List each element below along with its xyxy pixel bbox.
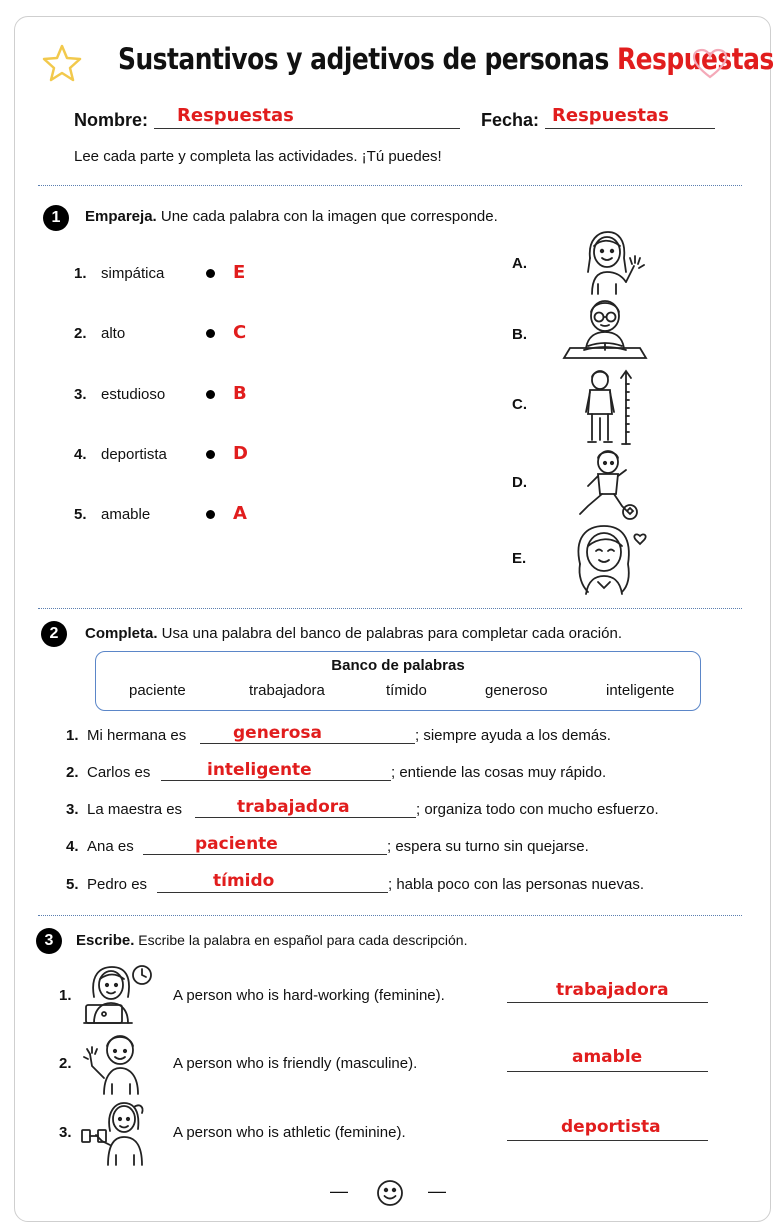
- sentence-answer: inteligente: [207, 760, 312, 780]
- sentence-start: La maestra es: [87, 801, 183, 818]
- title-text: Sustantivos y adjetivos de personas: [118, 42, 609, 76]
- working-girl-icon: [82, 963, 154, 1027]
- sentence-end: ; entiende las cosas muy rápido.: [391, 764, 607, 781]
- item-number: 4.: [74, 446, 87, 463]
- divider: [38, 608, 742, 609]
- sentence-answer: trabajadora: [237, 797, 350, 817]
- item-number: 2.: [74, 325, 87, 342]
- description-answer: trabajadora: [556, 980, 669, 1000]
- description-answer: amable: [572, 1047, 643, 1067]
- sentence-start: Pedro es: [87, 876, 148, 893]
- answer-blank[interactable]: [507, 1002, 708, 1003]
- match-answer: E: [233, 262, 246, 283]
- sentence-end: ; habla poco con las personas nuevas.: [388, 876, 645, 893]
- answer-blank[interactable]: [507, 1140, 708, 1141]
- match-answer: B: [233, 383, 247, 404]
- description-answer: deportista: [561, 1117, 661, 1137]
- match-word: deportista: [101, 446, 167, 463]
- sentence-end: ; organiza todo con mucho esfuerzo.: [416, 801, 659, 818]
- friendly-boy-icon: [82, 1032, 146, 1096]
- name-value: Respuestas: [177, 105, 294, 126]
- instructions: Lee cada parte y completa las actividades. ¡Tú puedes!: [74, 148, 442, 165]
- match-answer: D: [233, 443, 248, 464]
- item-number: 1.: [74, 265, 87, 282]
- bank-word: inteligente: [606, 682, 675, 699]
- match-word: alto: [101, 325, 126, 342]
- section2-heading: Completa. Usa una palabra del banco de palabras para completar cada oración.: [85, 625, 622, 642]
- answer-blank[interactable]: [195, 817, 416, 818]
- bank-word: paciente: [129, 682, 186, 699]
- tall-boy-icon: [580, 368, 642, 448]
- match-dot[interactable]: [206, 510, 215, 519]
- answer-blank[interactable]: [157, 892, 388, 893]
- soccer-boy-icon: [574, 448, 640, 522]
- smiley-icon: [375, 1178, 405, 1208]
- item-number: 1.: [59, 987, 72, 1004]
- section-number: 1: [43, 205, 69, 231]
- bank-word: tímido: [386, 682, 427, 699]
- description-text: A person who is athletic (feminine).: [173, 1124, 406, 1141]
- date-field[interactable]: [545, 128, 715, 129]
- star-icon: [42, 44, 82, 82]
- picture-letter: C.: [512, 396, 527, 413]
- word-bank: [95, 651, 701, 711]
- item-number: 2.: [66, 764, 79, 781]
- match-dot[interactable]: [206, 269, 215, 278]
- picture-letter: B.: [512, 326, 527, 343]
- match-dot[interactable]: [206, 390, 215, 399]
- sentence-end: ; espera su turno sin quejarse.: [387, 838, 589, 855]
- waving-girl-icon: [576, 228, 646, 296]
- athletic-girl-icon: [80, 1101, 148, 1167]
- bank-word: generoso: [485, 682, 548, 699]
- item-number: 3.: [66, 801, 79, 818]
- picture-letter: A.: [512, 255, 527, 272]
- item-number: 1.: [66, 727, 79, 744]
- picture-letter: D.: [512, 474, 527, 491]
- name-label: Nombre:: [74, 110, 149, 130]
- item-number: 3.: [74, 386, 87, 403]
- answer-blank[interactable]: [161, 780, 391, 781]
- answer-blank[interactable]: [507, 1071, 708, 1072]
- item-number: 3.: [59, 1124, 72, 1141]
- divider: [38, 185, 742, 186]
- match-word: estudioso: [101, 386, 166, 403]
- sentence-start: Carlos es: [87, 764, 151, 781]
- match-answer: A: [233, 503, 247, 524]
- divider: [38, 915, 742, 916]
- page-title: [118, 42, 774, 76]
- title-answers: Respuestas: [616, 42, 774, 76]
- bank-word: trabajadora: [249, 682, 325, 699]
- sentence-end: ; siempre ayuda a los demás.: [415, 727, 611, 744]
- item-number: 5.: [74, 506, 87, 523]
- picture-letter: E.: [512, 550, 527, 567]
- word-bank-title: Banco de palabras: [331, 657, 465, 674]
- date-label: Fecha:: [481, 110, 540, 130]
- date-value: Respuestas: [552, 105, 669, 126]
- item-number: 4.: [66, 838, 79, 855]
- sentence-answer: generosa: [233, 723, 322, 743]
- description-text: A person who is hard-working (feminine).: [173, 987, 445, 1004]
- name-field[interactable]: [154, 128, 460, 129]
- match-dot[interactable]: [206, 329, 215, 338]
- match-word: simpática: [101, 265, 165, 282]
- sentence-answer: tímido: [213, 871, 275, 891]
- footer-dash: —: [428, 1181, 446, 1201]
- section3-heading: Escribe. Escribe la palabra en español para cada descripción.: [76, 932, 468, 949]
- match-dot[interactable]: [206, 450, 215, 459]
- footer-dash: —: [330, 1181, 348, 1201]
- sentence-start: Mi hermana es: [87, 727, 187, 744]
- item-number: 5.: [66, 876, 79, 893]
- match-answer: C: [233, 322, 247, 343]
- sentence-answer: paciente: [195, 834, 278, 854]
- answer-blank[interactable]: [200, 743, 415, 744]
- kind-girl-icon: [572, 524, 654, 596]
- description-text: A person who is friendly (masculine).: [173, 1055, 418, 1072]
- answer-blank[interactable]: [143, 854, 387, 855]
- match-word: amable: [101, 506, 151, 523]
- section1-heading: Empareja. Une cada palabra con la imagen que corresponde.: [85, 208, 498, 225]
- item-number: 2.: [59, 1055, 72, 1072]
- section-number: 2: [41, 621, 67, 647]
- sentence-start: Ana es: [87, 838, 134, 855]
- studying-boy-icon: [562, 296, 648, 362]
- heart-icon: [692, 48, 728, 80]
- section-number: 3: [36, 928, 62, 954]
